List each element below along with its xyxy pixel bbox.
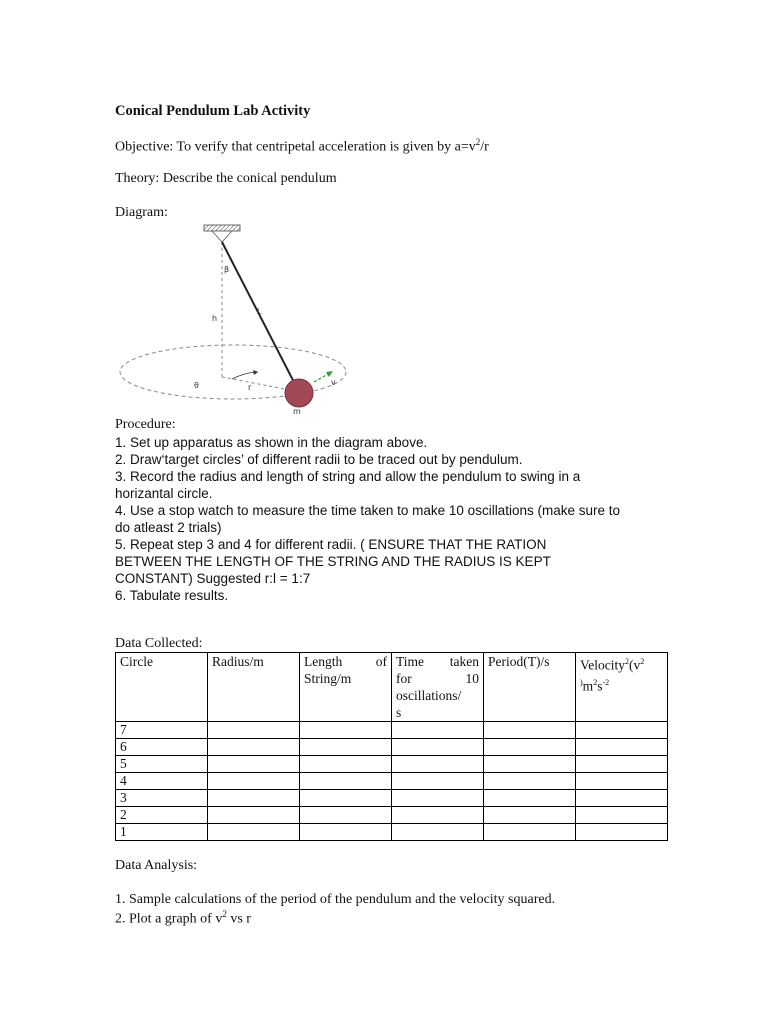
header-period: Period(T)/s xyxy=(484,653,576,722)
procedure-step: BETWEEN THE LENGTH OF THE STRING AND THE RADIUS IS KEPT xyxy=(115,554,551,569)
header-length: Length of String/m xyxy=(300,653,392,722)
row-circle-number: 5 xyxy=(116,756,208,773)
row-circle-number: 3 xyxy=(116,790,208,807)
header-radius: Radius/m xyxy=(208,653,300,722)
diagram-label: Diagram: xyxy=(115,205,168,220)
table-row xyxy=(116,824,668,841)
pivot-mount xyxy=(212,231,232,242)
row-circle-number: 7 xyxy=(116,722,208,739)
procedure-step: 2. Draw‘target circles’ of different radii to be traced out by pendulum. xyxy=(115,452,523,467)
data-analysis-heading: Data Analysis: xyxy=(115,858,198,873)
table-row xyxy=(116,790,668,807)
analysis-item-2: 2. Plot a graph of $v^2$ vs r xyxy=(115,909,251,927)
procedure-step: 6. Tabulate results. xyxy=(115,588,229,603)
procedure-step: 5. Repeat step 3 and 4 for different radii. ( ENSURE THAT THE RATION xyxy=(115,537,547,552)
table-row xyxy=(116,773,668,790)
procedure-step: 3. Record the radius and length of string and allow the pendulum to swing in a xyxy=(115,469,581,484)
data-table xyxy=(115,652,668,841)
procedure-step: horizantal circle. xyxy=(115,486,213,501)
pendulum-bob xyxy=(285,379,313,407)
procedure-heading: Procedure: xyxy=(115,417,176,432)
header-velocity: $Velocity^2(v^2$ $^)m^2s^{-2}$ xyxy=(576,653,668,722)
procedure-step: 1. Set up apparatus as shown in the diagram above. xyxy=(115,435,428,450)
theory-line: Theory: Describe the conical pendulum xyxy=(115,171,337,186)
table-row xyxy=(116,807,668,824)
document-title: Conical Pendulum Lab Activity xyxy=(115,103,311,119)
beta-label: β xyxy=(224,265,230,274)
row-circle-number: 2 xyxy=(116,807,208,824)
table-header-row xyxy=(116,653,668,722)
radius-label: r xyxy=(248,383,252,392)
length-label: L xyxy=(257,307,262,316)
table-row xyxy=(116,756,668,773)
procedure-step: 4. Use a stop watch to measure the time taken to make 10 oscillations (make sure to xyxy=(115,503,620,518)
table-row xyxy=(116,739,668,756)
row-circle-number: 6 xyxy=(116,739,208,756)
objective-text: Objective: To verify that centripetal acceleration is given by a=v xyxy=(115,139,476,155)
velocity-label: v xyxy=(331,378,336,387)
row-circle-number: 1 xyxy=(116,824,208,841)
theta-arrowhead xyxy=(253,370,258,375)
analysis-item-1: 1. Sample calculations of the period of the pendulum and the velocity squared. xyxy=(115,892,556,907)
height-label: h xyxy=(212,314,218,323)
data-collected-heading: Data Collected: xyxy=(115,636,203,651)
conical-pendulum-diagram xyxy=(118,222,358,422)
procedure-step: do atleast 2 trials) xyxy=(115,520,222,535)
objective-superscript: 2 xyxy=(475,137,481,147)
header-time: Time taken for 10 oscillations/ s xyxy=(392,653,484,722)
objective-line xyxy=(115,137,489,156)
procedure-step: CONSTANT) Suggested r:l = 1:7 xyxy=(115,571,311,586)
procedure-list xyxy=(115,434,620,604)
pendulum-string xyxy=(222,242,298,390)
theta-label: θ xyxy=(194,381,199,390)
mass-label: m xyxy=(293,407,301,416)
ceiling-support xyxy=(204,225,240,231)
objective-suffix: /r xyxy=(480,139,489,155)
header-circle: Circle xyxy=(116,653,208,722)
row-circle-number: 4 xyxy=(116,773,208,790)
table-row xyxy=(116,722,668,739)
